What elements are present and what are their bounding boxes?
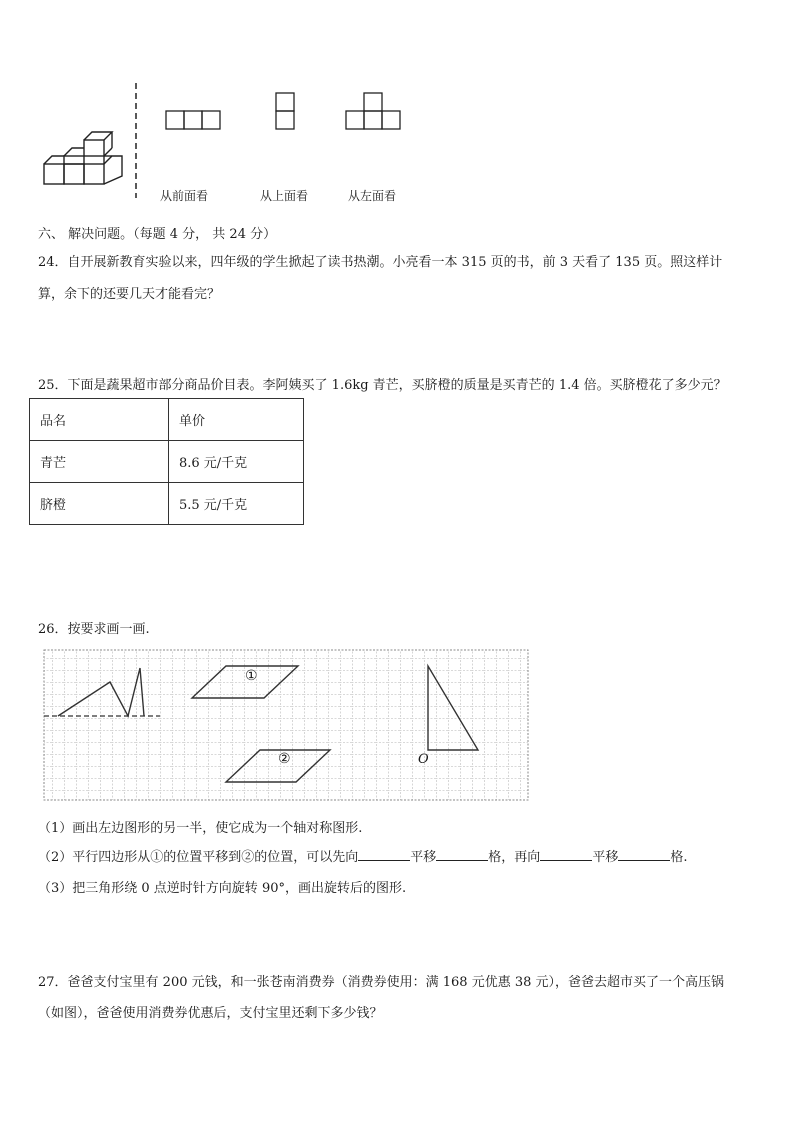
q27-line1: 27．爸爸支付宝里有 200 元钱，和一张苍南消费券（消费券使用：满 168 元优惠 38 元），爸爸去超市买了一个高压锅 [38, 975, 725, 990]
table-header-cell: 单价 [169, 399, 304, 441]
q26-sub2-text-b: 平移 [410, 850, 437, 865]
answer-blank-steps-2[interactable] [618, 848, 670, 861]
q26-sub2-text-e: 格. [670, 850, 688, 865]
answer-blank-direction-1[interactable] [358, 848, 410, 861]
table-cell: 青芒 [30, 441, 169, 483]
q26-title: 26．按要求画一画. [38, 622, 150, 637]
q24-line1: 24．自开展新教育实验以来，四年级的学生掀起了读书热潮。小亮看一本 315 页的书，前 3 天看了 135 页。照这样计 [38, 255, 723, 270]
cube-figure [40, 125, 130, 191]
rotation-center-label: O [418, 752, 429, 767]
parallelogram-2-label: ② [278, 751, 291, 767]
table-cell: 8.6 元/千克 [169, 441, 304, 483]
front-view-label: 从前面看 [160, 189, 209, 203]
left-view-grid [345, 92, 403, 130]
q25-line1: 25．下面是蔬果超市部分商品价目表。李阿姨买了 1.6kg 青芒，买脐橙的质量是买青芒的 1.4 倍。买脐橙花了多少元？ [38, 378, 727, 393]
price-table [29, 398, 304, 525]
front-view-grid [165, 110, 221, 130]
q27-line2: （如图），爸爸使用消费券优惠后，支付宝里还剩下多少钱？ [38, 1006, 383, 1021]
drawing-grid [40, 646, 532, 804]
table-header-cell: 品名 [30, 399, 169, 441]
answer-blank-direction-2[interactable] [540, 848, 592, 861]
section-title: 六、 解决问题。（每题 4 分， 共 24 分） [38, 227, 277, 242]
top-view-grid [275, 92, 295, 130]
table-cell: 脐橙 [30, 483, 169, 525]
q26-sub2 [38, 846, 687, 865]
answer-blank-steps-1[interactable] [436, 848, 488, 861]
q24-line2: 算，余下的还要几天才能看完？ [38, 287, 221, 302]
q26-sub2-text-a: （2）平行四边形从①的位置平移到②的位置，可以先向 [38, 850, 359, 865]
top-view-label: 从上面看 [260, 189, 309, 203]
table-cell: 5.5 元/千克 [169, 483, 304, 525]
q26-sub2-text-d: 平移 [592, 850, 619, 865]
table-header-row [30, 399, 304, 441]
table-row [30, 441, 304, 483]
q26-sub2-text-c: 格，再向 [488, 850, 541, 865]
left-view-label: 从左面看 [348, 189, 397, 203]
q26-sub3: （3）把三角形绕 0 点逆时针方向旋转 90°，画出旋转后的图形. [38, 881, 407, 896]
parallelogram-1-label: ① [245, 668, 258, 684]
q26-sub1: （1）画出左边图形的另一半，使它成为一个轴对称图形. [38, 821, 363, 836]
table-row [30, 483, 304, 525]
dashed-divider [133, 83, 139, 198]
